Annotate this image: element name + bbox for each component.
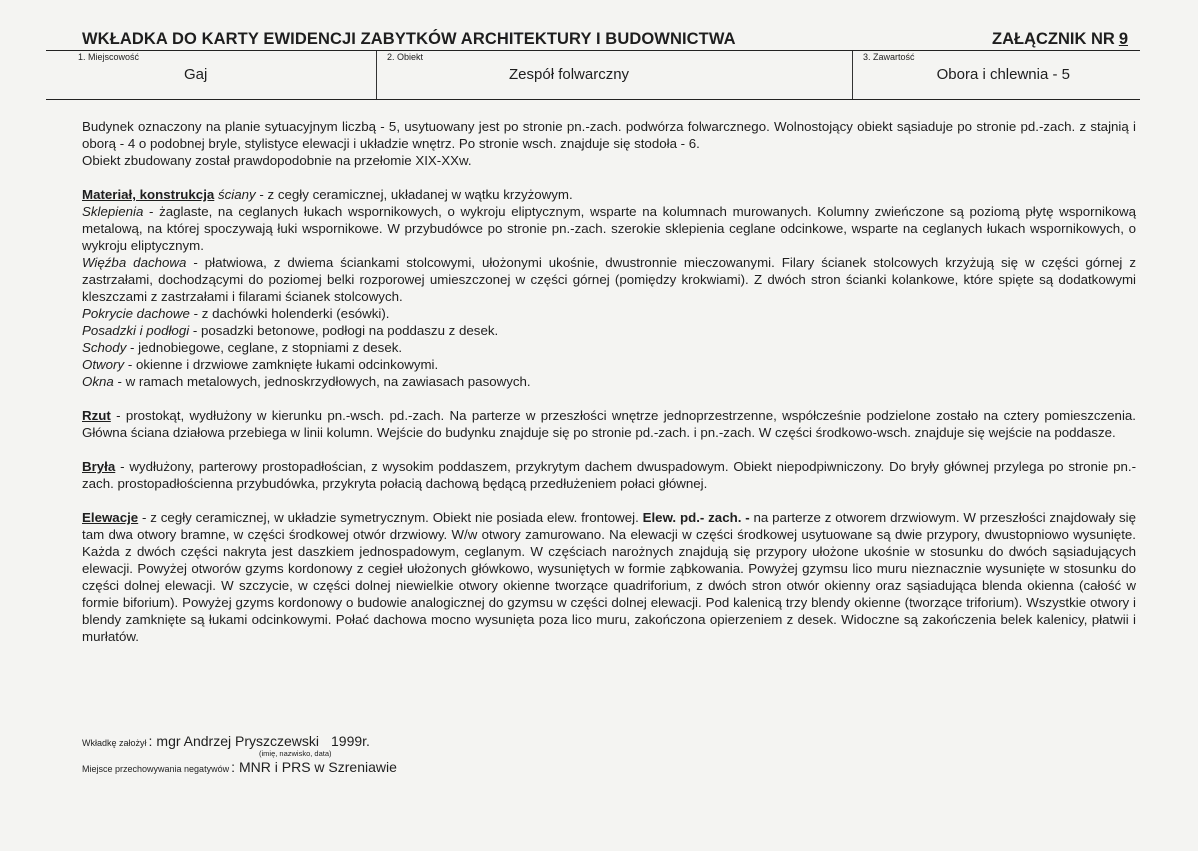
plan-heading: Rzut <box>82 408 111 423</box>
object-cell <box>376 51 852 99</box>
negatives-value: MNR i PRS w Szreniawie <box>238 759 397 775</box>
openings-text: - okienne i drzwiowe zamknięte łukami odcinkowymi. <box>124 357 439 372</box>
intro-dating: Obiekt zbudowany został prawdopodobnie na przełomie XIX-XXw. <box>82 153 472 168</box>
material-stairs <box>82 339 1136 356</box>
object-value: Zespół folwarczny <box>509 66 630 83</box>
mass-heading: Bryła <box>82 459 116 474</box>
stairs-text: - jednobiegowe, ceglane, z stopniami z desek. <box>126 340 403 355</box>
elevation-heading: Elewacje <box>82 510 139 525</box>
document-title: WKŁADKA DO KARTY EWIDENCJI ZABYTKÓW ARCHITEKTURY I BUDOWNICTWA <box>82 30 736 48</box>
floors-text: - posadzki betonowe, podłogi na poddaszu z desek. <box>189 323 499 338</box>
material-heading: Materiał, konstrukcja <box>82 187 215 202</box>
mass-text: - wydłużony, parterowy prostopadłościan, z wysokim poddaszem, przykrytym dachem dwuspadowym. Obiekt niepodpiwniczony. Do bryły głównej przylega po stronie pn.-zach. prostopadłościenna przybudówka, przykryta połacią dachową będącą przedłużeniem połaci głównej. <box>82 459 1136 491</box>
material-roofing <box>82 305 1136 322</box>
material-windows <box>82 373 1136 390</box>
vaults-label: Sklepienia <box>82 204 144 219</box>
material-floors <box>82 322 1136 339</box>
author-label: Wkładkę założył <box>82 738 147 748</box>
truss-text: - płatwiowa, z dwiema ściankami stolcowymi, ułożonymi ukośnie, dwustronnie mieczowanymi. Filary ścianek stolcowych krzyżują się w części górnej z zastrzałami, dochodzącymi do poziomej belki rozporowej umieszczonej w części górnej (pomiędzy krokwiami). Z dwóch stron ścianki kolankowe, które spięte są dodatkowymi kleszczami z zastrzałami i filarami ścianek stolcowych. <box>82 255 1136 304</box>
locality-cell <box>46 51 376 99</box>
roofing-label: Pokrycie dachowe <box>82 306 190 321</box>
windows-label: Okna <box>82 374 114 389</box>
elevation-text-1: - z cegły ceramicznej, w układzie symetrycznym. Obiekt nie posiada elew. frontowej. <box>138 510 643 525</box>
negatives-label: Miejsce przechowywania negatywów <box>82 764 230 774</box>
annex-label <box>992 30 1128 49</box>
stairs-label: Schody <box>82 340 127 355</box>
locality-value: Gaj <box>184 66 208 83</box>
annex-number: 9 <box>1118 30 1128 48</box>
object-label: 2. Obiekt <box>387 52 424 62</box>
plan-text: - prostokąt, wydłużony w kierunku pn.-wsch. pd.-zach. Na parterze w przeszłości wnętrze jednoprzestrzenne, współcześnie podzielone zostało na cztery pomieszczenia. Główna ściana działowa przebiega w linii kolumn. Wejście do budynku znajduje się po stronie pd.-zach. i pn.-zach. W części środkowo-wsch. znajduje się wejście na poddasze. <box>82 408 1136 440</box>
document-body <box>82 118 1136 645</box>
elevation-text-2: na parterze z otworem drzwiowym. W przeszłości znajdowały się tam dwa otwory bramne, w części środkowej otwór drzwiowy. W/w otwory zamurowano. Na elewacji w części środkowej usytuowane są dwie przypory, dwustopniowo wysunięte. Każda z dwóch części nakryta jest daszkiem jednospadowym, ceglanym. W częściach narożnych znajdują się przypory ułożone ukośnie w stosunku do dwóch sąsiadujących elewacji. Powyżej otworów gzyms kordonowy z cegieł ułożonych główkowo, wysuniętych w formie ząbkowania. Powyżej gzymsu lico muru nieznacznie wysunięte w stosunku do części dolnej elewacji. W szczycie, w części dolnej niewielkie otwory okienne tworzące quadriforium, z dwóch stron otwór okienny oraz sąsiadująca blenda okienna (całość w formie biforium). Powyżej gzyms kordonowy o budowie analogicznej do gzymsu w części dolnej elewacji. Pod kalenicą trzy blendy okienne (tworzące triforium). Wszystkie otwory i blendy zamknięte są łukami odcinkowymi. Połać dachowa mocno wysunięta poza lico muru, zakończona opierzeniem z desek. Widoczne są zakończenia belek kalenicy, płatwii i murłatów. <box>82 510 1136 644</box>
content-cell <box>852 51 1140 99</box>
author-row: Wkładkę założył : mgr Andrzej Pryszczewski 1999r. <box>82 733 370 749</box>
content-value: Obora i chlewnia - 5 <box>936 66 1070 83</box>
intro-paragraph: Budynek oznaczony na planie sytuacyjnym liczbą - 5, usytuowany jest po stronie pn.-zach. podwórza folwarcznego. Wolnostojący obiekt sąsiaduje po stronie pd.-zach. z stajnią i oborą - 4 o podobnej bryle, stylistyce elewacji i układzie wnętrz. Po stronie wsch. znajduje się stodoła - 6. <box>82 119 1136 151</box>
roofing-text: - z dachówki holenderki (esówki). <box>189 306 390 321</box>
elevation-paragraph <box>82 509 1136 645</box>
material-openings <box>82 356 1136 373</box>
document-footer <box>82 733 397 775</box>
mass-paragraph <box>82 458 1136 492</box>
header-fields <box>46 50 1140 100</box>
elevation-sw-label: Elew. pd.- zach. - <box>642 510 750 525</box>
openings-label: Otwory <box>82 357 125 372</box>
walls-label: ściany <box>217 187 256 202</box>
material-walls <box>82 186 1136 203</box>
author-value: mgr Andrzej Pryszczewski <box>156 733 320 749</box>
author-year: 1999r. <box>331 733 370 749</box>
author-hint: (imię, nazwisko, data) <box>259 749 332 758</box>
content-label: 3. Zawartość <box>863 52 915 62</box>
walls-text: - z cegły ceramicznej, układanej w wątku krzyżowym. <box>255 187 573 202</box>
windows-text: - w ramach metalowych, jednoskrzydłowych, na zawiasach pasowych. <box>113 374 531 389</box>
vaults-text: - żaglaste, na ceglanych łukach wspornikowych, o wykroju eliptycznym, wsparte na kolumnach murowanych. Kolumny zwieńczone są poziomą płytę wspornikową metalową, na której spoczywają łuki wspornikowe. W przybudówce po stronie pn.-zach. szerokie sklepienia ceglane odcinkowe, wsparte na ceglanych łukach wspornikowych, o wykroju eliptycznym. <box>82 204 1136 253</box>
plan-paragraph <box>82 407 1136 441</box>
annex-label-text: ZAŁĄCZNIK NR <box>991 30 1115 48</box>
floors-label: Posadzki i podłogi <box>82 323 190 338</box>
material-truss <box>82 254 1136 305</box>
material-vaults <box>82 203 1136 254</box>
locality-label: 1. Miejscowość <box>78 52 140 62</box>
negatives-row: Miejsce przechowywania negatywów : MNR i PRS w Szreniawie <box>82 759 397 775</box>
truss-label: Więźba dachowa <box>82 255 187 270</box>
